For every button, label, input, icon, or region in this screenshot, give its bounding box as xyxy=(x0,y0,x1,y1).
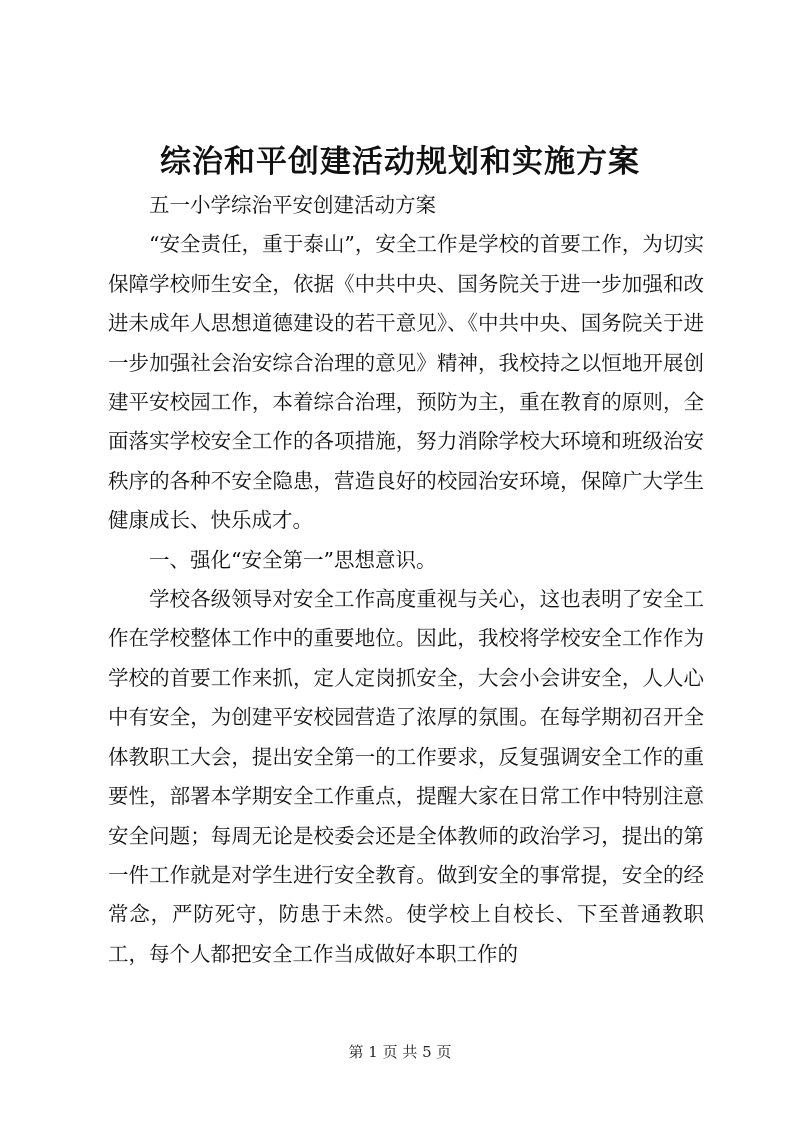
document-body xyxy=(108,186,704,974)
subtitle-paragraph: 五一小学综治平安创建活动方案 xyxy=(149,193,436,217)
document-title: 综治和平创建活动规划和实施方案 xyxy=(160,144,640,180)
intro-paragraph: “安全责任，重于泰山”，安全工作是学校的首要工作，为切实保障学校师生安全，依据《中共中央、国务院关于进一步加强和改进未成年人思想道德建设的若干意见》、《中共中央、国务院关于进一步加强社会治安综合治理的意见》精神，我校持之以恒地开展创建平安校园工作，本着综合治理，预防为主，重在教育的原则，全面落实学校安全工作的各项措施，努力消除学校大环境和班级治安秩序的各种不安全隐患，营造良好的校园治安环境，保障广大学生健康成长、快乐成才。 xyxy=(108,232,704,533)
section-heading: 一、强化“安全第一”思想意识。 xyxy=(149,547,437,572)
section-paragraph: 学校各级领导对安全工作高度重视与关心，这也表明了安全工作在学校整体工作中的重要地位。因此，我校将学校安全工作作为学校的首要工作来抓，定人定岗抓安全，大会小会讲安全，人人心中有安全，为创建平安校园营造了浓厚的氛围。在每学期初召开全体教职工大会，提出安全第一的工作要求，反复强调安全工作的重要性，部署本学期安全工作重点，提醒大家在日常工作中特别注意安全问题；每周无论是校委会还是全体教师的政治学习，提出的第一件工作就是对学生进行安全教育。做到安全的事常提，安全的经常念，严防死守，防患于未然。使学校上自校长、下至普通教职工，每个人都把安全工作当成做好本职工作的 xyxy=(108,587,704,966)
page-number-footer: 第 1 页 共 5 页 xyxy=(348,1043,452,1061)
